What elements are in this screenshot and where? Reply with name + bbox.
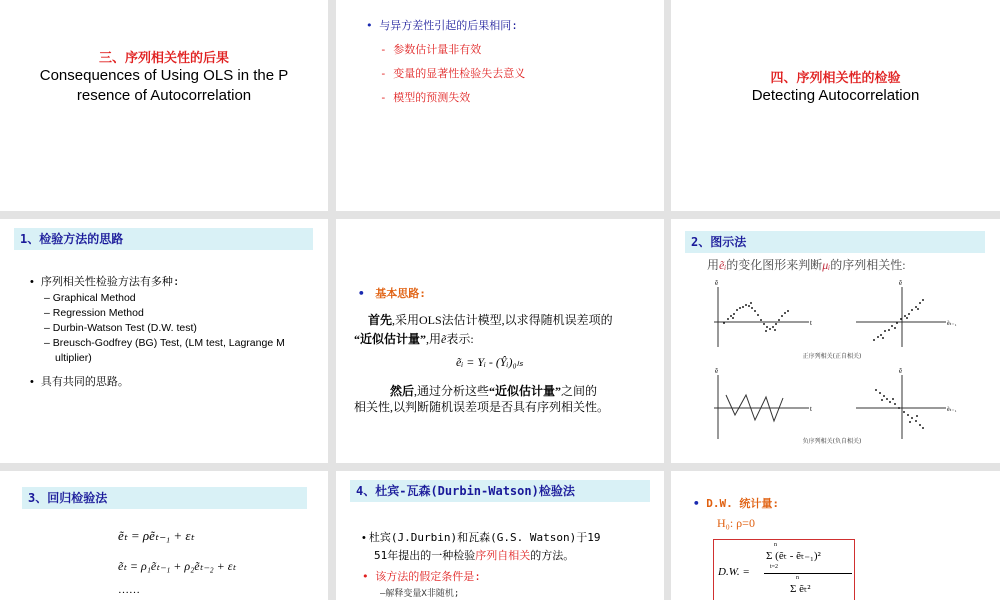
paragraph-history: • 杜宾(J.Durbin)和瓦森(G.S. Watson)于19 51年提出的一种检验序列自相关的方法。 [362,531,601,562]
list-item: - 变量的显著性检验失去意义 [380,67,526,80]
caption: 用ẽᵢ的变化图形来判断μᵢ的序列相关性: [707,258,906,272]
axis-label-e-lag: ẽₜ₋₁ [947,407,957,413]
slide-title-cn: 四、序列相关性的检验 [770,71,901,86]
bullet-dot-icon: • [693,497,700,510]
section-header: 4、杜宾-瓦森(Durbin-Watson)检验法 [350,480,650,502]
bullet-dot-icon: • [366,19,373,32]
slide-regression-test[interactable] [0,471,328,600]
paragraph-first: 首先,采用OLS法估计模型,以求得随机误差项的 “近似估计量”,用ẽ表示: [354,313,613,346]
list-item: - 模型的预测失效 [380,91,471,104]
bullet-text: 序列相关性检验方法有多种: [40,275,180,288]
label-positive: 正序列相关(正自相关) [802,353,862,360]
autocorrelation-plots [671,219,1000,463]
scatter-positive-lag [873,299,924,341]
paragraph-then: 然后,通过分析这些“近似估计量”之间的 相关性,以判断随机误差项是否具有序列相关性。 [354,384,610,414]
bullet-dot-icon: • [358,287,365,300]
equation-ar1: ẽₜ = ρẽₜ₋₁ + εₜ [118,528,195,543]
axis-label-e: ẽ [715,367,719,375]
list-item-continuation: ultiplier) [55,352,92,364]
scatter-negative-lag [875,389,924,429]
plot-positive-time [714,287,809,347]
slide-title-cn: 三、序列相关性的后果 [98,51,229,66]
null-hypothesis: H₀: ρ=0 [717,516,755,530]
bullet-line: • 该方法的假定条件是: [362,570,481,583]
methods-list [44,291,285,366]
plot-negative-lag [856,375,946,439]
label-negative: 负序列相关(负自相关) [802,438,862,445]
slide-dw-statistic[interactable] [671,471,1000,600]
residual-formula: ẽᵢ = Yᵢ - (Ŷᵢ)₀ₗₛ [456,355,524,369]
bullet-dot-icon: • [362,532,366,544]
bullet-dot-icon: • [362,570,369,583]
slide-detecting[interactable] [671,0,1000,211]
bullet-text: 基本思路: [375,287,426,300]
list-item: –解释变量X非随机; [380,589,460,599]
list-item: - 参数估计量非有效 [380,43,482,56]
equation-ar2: ẽₜ = ρ₁ẽₜ₋₁ + ρ₂ẽₜ₋₂ + εₜ [118,559,237,573]
bullet-text: 与异方差性引起的后果相同: [379,19,518,32]
list-item: – Graphical Method [44,292,136,304]
list-item: – Regression Method [44,307,144,319]
bullet-line: • D.W. 统计量: [693,497,779,510]
slide-graphical-method[interactable] [671,219,1000,463]
slide-title-en: Detecting Autocorrelation [751,87,920,104]
axis-label-t: t [810,319,812,327]
bullet-line [30,273,180,289]
plot-positive-lag [856,287,946,347]
axis-label-e: ẽ [715,279,719,287]
sum-lower: t=2 [770,564,779,570]
sum-upper: n [774,542,777,548]
slide-testing-idea[interactable] [0,219,328,463]
section-header: 2、图示法 [685,231,985,253]
slide-same-as-heteroskedasticity[interactable] [336,0,664,211]
list-item: – Breusch-Godfrey (BG) Test, (LM test, Lagrange M [44,337,285,349]
denominator: Σ ẽₜ² [790,583,811,595]
slide-basic-idea[interactable] [336,219,664,463]
section-header: 1、检验方法的思路 [14,228,313,250]
bullet-dot-icon: • [30,276,34,288]
dw-formula-box [713,539,855,600]
slide-title-en-line1: Consequences of Using OLS in the P [39,67,289,84]
bullet-line [358,285,426,301]
slide-title-en-line2: resence of Autocorrelation [76,87,252,104]
axis-label-e: ẽ [899,367,903,375]
section-header: 3、回归检验法 [22,487,307,509]
scatter-positive-time [723,302,789,332]
axis-label-t: t [810,405,812,413]
dw-label: D.W. = [718,566,750,578]
axis-label-e: ẽ [899,279,903,287]
equation-ellipsis: …… [118,584,140,596]
axis-label-e-lag: ẽₜ₋₁ [947,321,957,327]
bullet-text: 具有共同的思路。 [40,375,129,388]
slide-consequences[interactable] [0,0,328,211]
slide-durbin-watson[interactable] [336,471,664,600]
fraction-bar [764,573,852,574]
bullet-line [30,373,129,389]
bullet-line [366,17,518,33]
bullet-dot-icon: • [30,376,34,388]
numerator: Σ (ẽₜ - ẽₜ₋₁)² [766,550,821,562]
sum-upper-den: n [796,575,799,581]
list-item: – Durbin-Watson Test (D.W. test) [44,322,197,334]
